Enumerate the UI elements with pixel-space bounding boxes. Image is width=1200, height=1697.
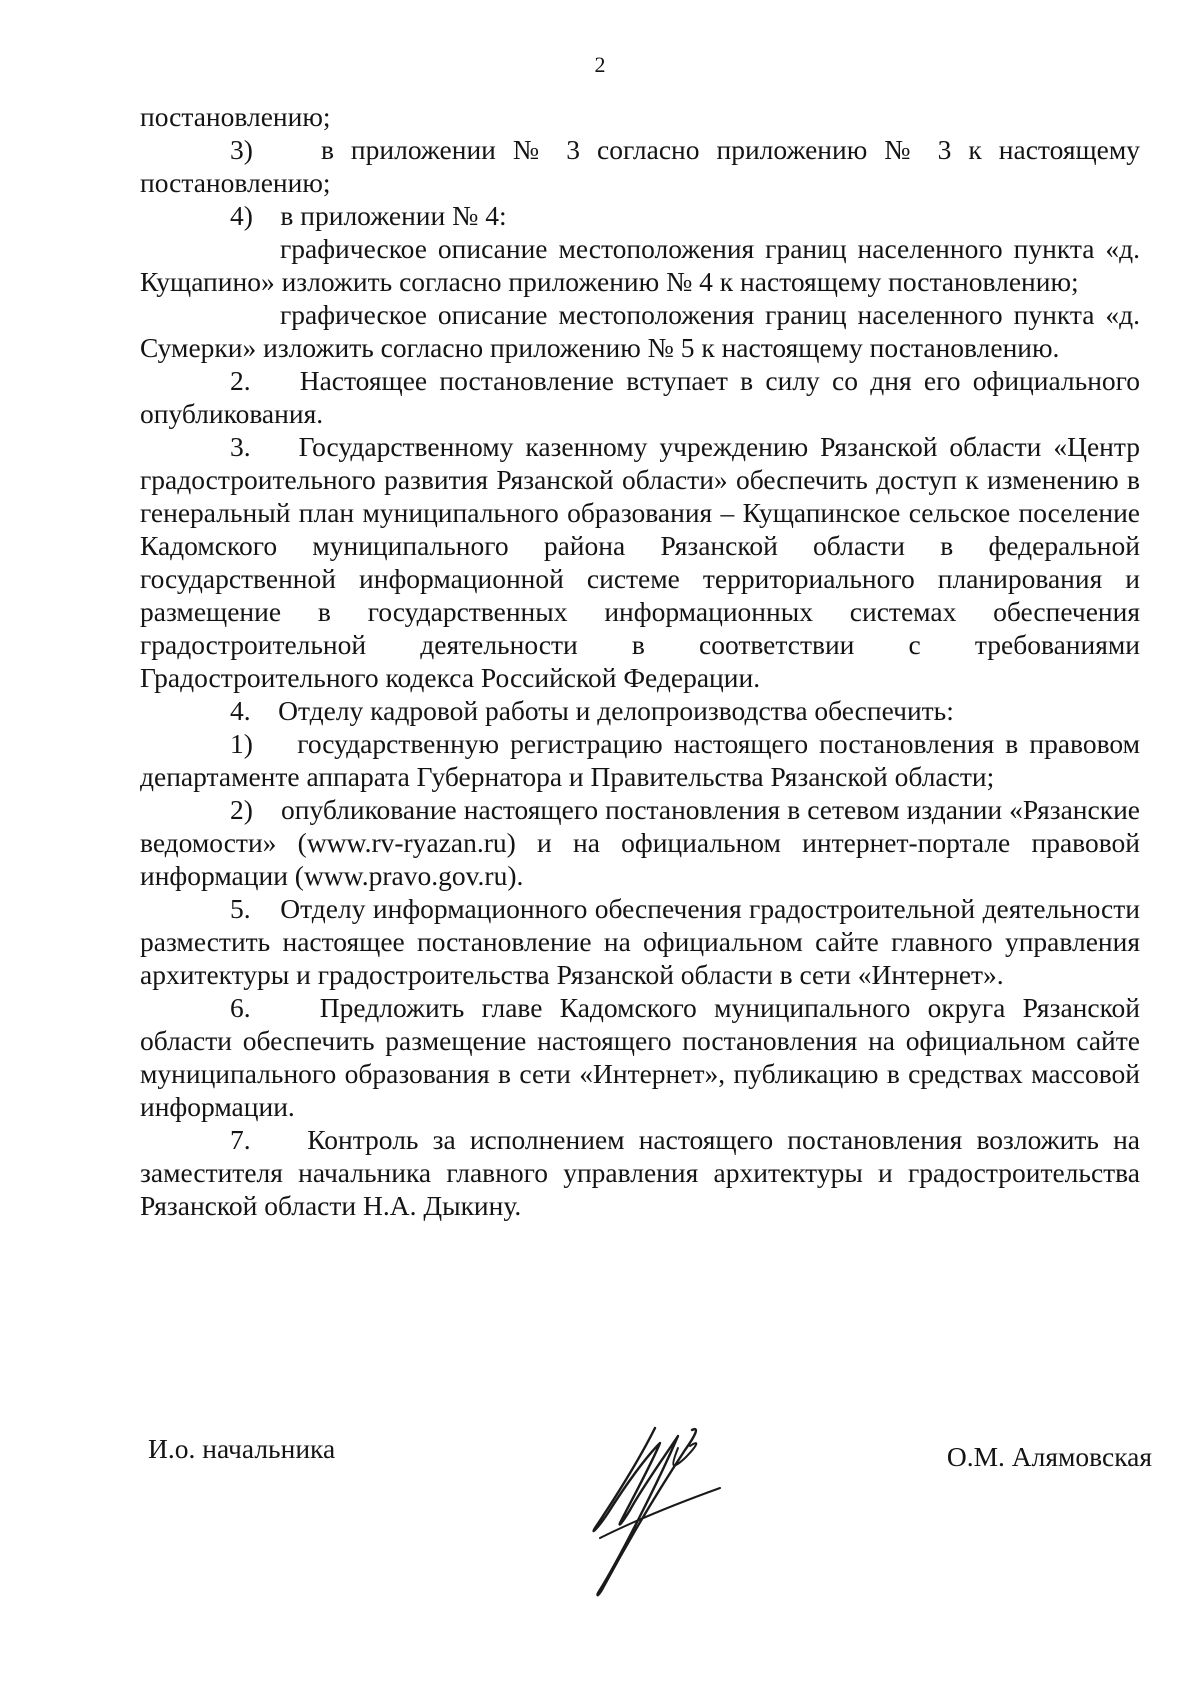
paragraph: 7. Контроль за исполнением настоящего постановления возложить на заместителя начальника главного управления архитектуры и градостроительства Рязанской области Н.А. Дыкину. bbox=[140, 1124, 1140, 1221]
signature-block bbox=[0, 1418, 1200, 1598]
signatory-title: И.о. начальника bbox=[148, 1433, 336, 1464]
paragraph: постановлению; bbox=[140, 101, 331, 132]
paragraph: 6. Предложить главе Кадомского муниципального округа Рязанской области обеспечить размещение настоящего постановления на официальном сайте муниципального образования в сети «Интернет», публикацию в средствах массовой информации. bbox=[140, 992, 1140, 1122]
paragraph: 4. Отделу кадровой работы и делопроизводства обеспечить: bbox=[230, 695, 954, 726]
paragraph: 2. Настоящее постановление вступает в силу со дня его официального опубликования. bbox=[140, 365, 1140, 429]
document-body bbox=[140, 100, 1140, 1222]
paragraph: 3) в приложении № 3 согласно приложению № 3 к настоящему постановлению; bbox=[140, 134, 1140, 198]
paragraph: графическое описание местоположения границ населенного пункта «д. Сумерки» изложить согласно приложению № 5 к настоящему постановлению. bbox=[140, 299, 1140, 363]
page-number: 2 bbox=[594, 52, 606, 77]
handwritten-signature bbox=[560, 1388, 760, 1608]
paragraph: 2) опубликование настоящего постановления в сетевом издании «Рязанские ведомости» (www.rv-ryazan.ru) и на официальном интернет-портале правовой информации (www.pravo.gov.ru). bbox=[140, 794, 1140, 891]
paragraph: 5. Отделу информационного обеспечения градостроительной деятельности разместить настоящее постановление на официальном сайте главного управления архитектуры и градостроительства Рязанской области в сети «Интернет». bbox=[140, 893, 1140, 990]
paragraph: 1) государственную регистрацию настоящего постановления в правовом департаменте аппарата Губернатора и Правительства Рязанской области; bbox=[140, 728, 1140, 792]
signatory-name: О.М. Алямовская bbox=[946, 1441, 1152, 1472]
paragraph: графическое описание местоположения границ населенного пункта «д. Кущапино» изложить согласно приложению № 4 к настоящему постановлению; bbox=[140, 233, 1140, 297]
paragraph: 4) в приложении № 4: bbox=[230, 200, 507, 231]
paragraph: 3. Государственному казенному учреждению Рязанской области «Центр градостроительного развития Рязанской области» обеспечить доступ к изменению в генеральный план муниципального образования – Кущапинское сельское поселение Кадомского муниципального района Рязанской области в федеральной государственной информационной системе территориального планирования и размещение в государственных информационных системах обеспечения градостроительной деятельности в соответствии с требованиями Градостроительного кодекса Российской Федерации. bbox=[140, 431, 1140, 693]
